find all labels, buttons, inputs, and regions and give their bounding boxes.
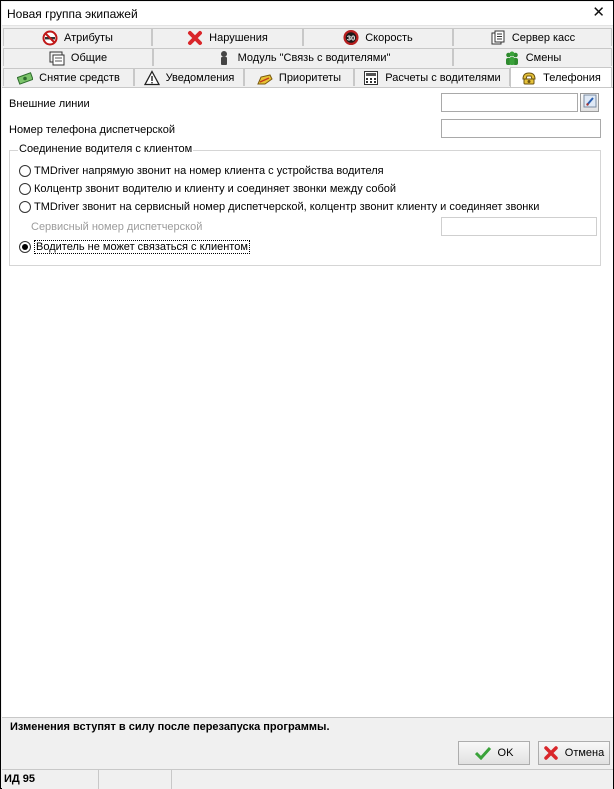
- option-direct-call[interactable]: [19, 165, 384, 177]
- option-label: TMDriver звонит на сервисный номер диспетчерской, колцентр звонит клиенту и соединяет звонки: [34, 201, 540, 213]
- radio-button-selected[interactable]: [19, 241, 31, 253]
- checkmark-icon: [475, 746, 491, 760]
- tab-label: Модуль "Связь с водителями": [237, 51, 391, 64]
- tab-label: Приоритеты: [278, 71, 342, 84]
- dispatcher-phone-input[interactable]: [441, 119, 601, 138]
- tab-driver-calculations[interactable]: [354, 68, 510, 86]
- cash-server-icon: [490, 30, 506, 46]
- tab-driver-contact-module[interactable]: [153, 48, 453, 66]
- driver-contact-module-icon: [216, 50, 232, 66]
- tab-withdrawal[interactable]: [3, 68, 134, 86]
- option-no-contact[interactable]: [19, 240, 250, 254]
- cancel-label: Отмена: [564, 747, 605, 759]
- tab-label: Расчеты с водителями: [385, 71, 501, 84]
- tab-label: Смены: [525, 51, 562, 64]
- tab-label: Скорость: [365, 31, 413, 44]
- cancel-button[interactable]: [538, 741, 610, 765]
- close-icon[interactable]: ✕: [592, 4, 605, 21]
- tab-row-2: [2, 48, 613, 67]
- money-withdrawal-icon: [17, 70, 33, 86]
- record-id: ИД 95: [4, 773, 36, 785]
- calculator-icon: [363, 70, 379, 86]
- option-label: TMDriver напрямую звонит на номер клиента с устройства водителя: [34, 165, 384, 177]
- svg-text:30: 30: [347, 33, 356, 43]
- tab-label: Сервер касс: [511, 31, 576, 44]
- edit-pencil-icon: [583, 94, 597, 111]
- dispatcher-phone-label: Номер телефона диспетчерской: [9, 124, 176, 136]
- edit-lines-button[interactable]: [580, 93, 599, 112]
- tab-notifications[interactable]: [134, 68, 244, 86]
- tab-speed[interactable]: [303, 28, 453, 46]
- radio-button[interactable]: [19, 201, 31, 213]
- option-label: Колцентр звонит водителю и клиенту и соединяет звонки между собой: [34, 183, 397, 195]
- no-smoking-icon: [42, 30, 58, 46]
- external-lines-input[interactable]: [441, 93, 578, 112]
- option-service-number[interactable]: [19, 201, 539, 213]
- title-bar: [2, 2, 613, 26]
- tab-attributes[interactable]: [3, 28, 152, 46]
- restart-note: Изменения вступят в силу после перезапуска программы.: [10, 721, 330, 733]
- tab-label: Уведомления: [165, 71, 235, 84]
- priorities-icon: [257, 70, 273, 86]
- tab-label: Общие: [70, 51, 108, 64]
- status-cell-empty: [172, 770, 613, 789]
- tab-label: Телефония: [543, 71, 601, 84]
- warning-triangle-icon: [144, 70, 160, 86]
- general-settings-icon: [49, 50, 65, 66]
- tab-violations[interactable]: [152, 28, 303, 46]
- tab-cash-server[interactable]: [453, 28, 612, 46]
- service-number-label: Сервисный номер диспетчерской: [31, 221, 203, 233]
- tab-row-3: [2, 68, 613, 87]
- tab-telephony[interactable]: [510, 67, 612, 87]
- tab-row-1: [2, 28, 613, 47]
- window-title: Новая группа экипажей: [7, 7, 138, 21]
- tab-shifts[interactable]: [453, 48, 612, 66]
- option-label: Водитель не может связаться с клиентом: [36, 241, 248, 253]
- restart-note-bar: [2, 717, 613, 740]
- service-number-input[interactable]: [441, 217, 597, 236]
- ok-button[interactable]: [458, 741, 530, 765]
- tab-priorities[interactable]: [244, 68, 354, 86]
- status-cell-empty: [99, 770, 172, 789]
- ok-label: OK: [497, 747, 514, 759]
- telephony-panel: [2, 87, 613, 717]
- connection-group: [9, 143, 601, 266]
- radio-button[interactable]: [19, 165, 31, 177]
- option-callcenter-bridge[interactable]: [19, 183, 396, 195]
- tab-label: Нарушения: [209, 31, 268, 44]
- radio-button[interactable]: [19, 183, 31, 195]
- status-id-cell: [2, 770, 99, 789]
- cancel-x-icon: [544, 746, 558, 760]
- tab-label: Снятие средств: [39, 71, 120, 84]
- speed-limit-30-icon: [343, 30, 359, 46]
- shifts-people-icon: [504, 50, 520, 66]
- connection-group-title: Соединение водителя с клиентом: [19, 143, 193, 155]
- red-x-icon: [187, 30, 203, 46]
- tab-general[interactable]: [3, 48, 153, 66]
- external-lines-label: Внешние линии: [9, 98, 90, 110]
- tab-label: Атрибуты: [64, 31, 113, 44]
- telephone-icon: [521, 70, 537, 86]
- status-bar: [2, 769, 613, 789]
